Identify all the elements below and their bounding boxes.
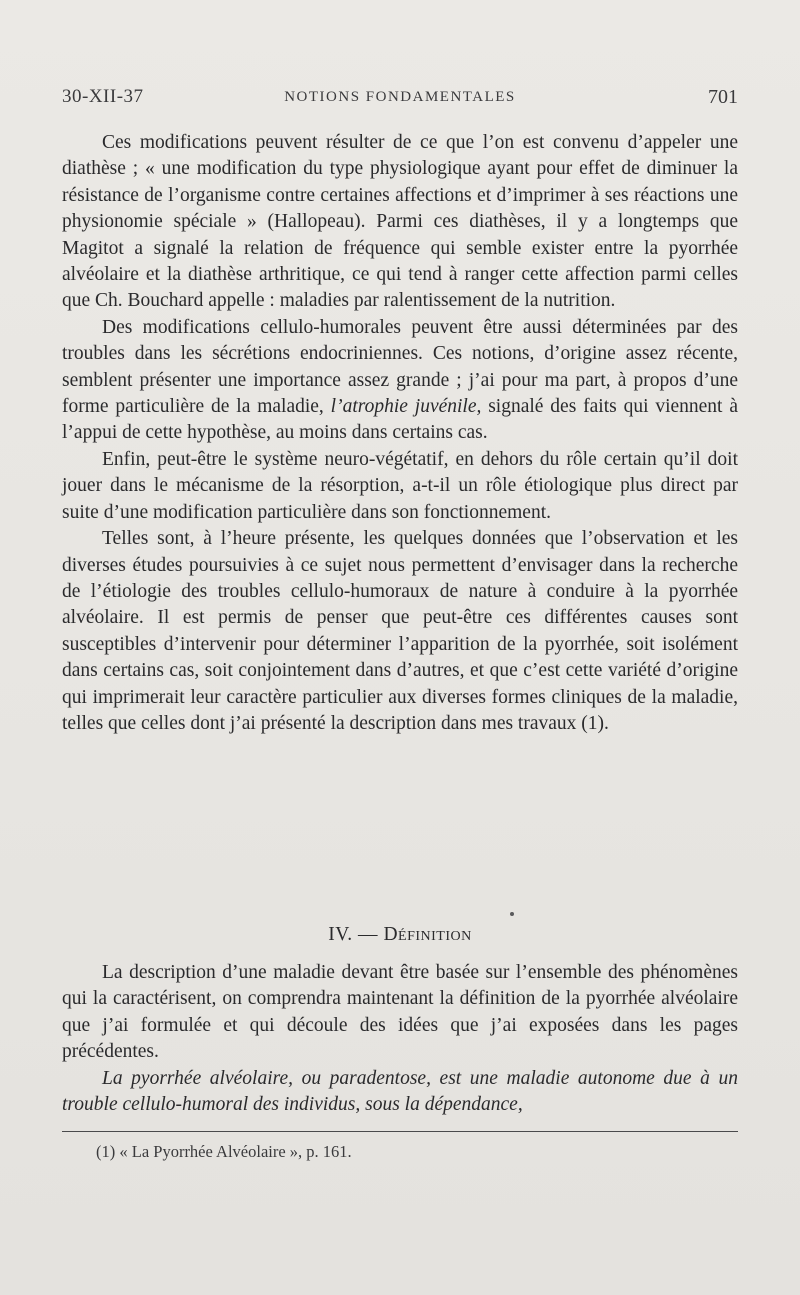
footnote-rule [62,1131,738,1132]
print-speck [510,912,514,916]
running-head [62,86,738,116]
paragraph-neuro-vegetatif: Enfin, peut-être le système neuro-végétatif, en dehors du rôle certain qu’il doit jouer dans le mécanisme de la résorption, a-t-il un rôle étiologique plus direct par suite d’une modification particulière dans son fonctionnement. [62,448,738,523]
paragraph-definition-intro: La description d’une maladie devant être basée sur l’ensemble des phénomènes qui la caractérisent, on comprendra maintenant la définition de la pyorrhée alvéolaire que j’ai formulée et qui découle des idées que j’ai exposées dans les pages précédentes. [62,962,738,1063]
header-title: NOTIONS FONDAMENTALES [284,89,516,105]
section-title: Définition [383,924,472,945]
paragraph-conclusion: Telles sont, à l’heure présente, les quelques données que l’observation et les diverses études poursuivies à ce sujet nous permettent d’envisager dans la recherche de l’étiologie des troubles cellulo-humoraux de nature à conduire à la pyorrhée alvéolaire. Il est permis de penser que peut-être ces différentes causes sont susceptibles d’intervenir pour déterminer l’apparition de la pyorrhée, soit isolément dans certains cas, soit conjointement dans d’autres, et que c’est cette variété d’origine qui imprimerait leur caractère particulier aux diverses formes cliniques de la maladie, telles que celles dont j’ai présenté la description dans mes travaux (1). [62,528,738,734]
paragraph-endocrine-end: signalé des faits qui viennent à l’appui de cette hypothèse, au moins dans certains cas. [62,396,738,444]
paragraph-endocrine-start: Des modifications cellulo-humorales peuvent être aussi déterminées par des troubles dans les sécrétions endocriniennes. Ces notions, d’origine assez récente, semblent présenter une importance assez grande ; j’ai pour ma part, à propos d’une forme particulière de la maladie, [62,316,738,418]
definition-text [62,960,738,1118]
body-text [62,130,738,737]
italic-term-atrophie: l’atrophie juvénile, [330,396,482,418]
page-number: 701 [708,86,738,108]
paragraph-endocrine [62,315,738,447]
footnote: (1) « La Pyorrhée Alvéolaire », p. 161. [96,1142,352,1161]
section-heading [62,924,738,946]
paragraph-diathese: Ces modifications peuvent résulter de ce que l’on est convenu d’appeler une diathèse ; « une modification du type physiologique ayant pour effet de diminuer la résistance de l’organisme contre certaines affections et d’imprimer à ses réactions une physionomie spéciale » (Hallopeau). Parmi ces diathèses, il y a longtemps que Magitot a signalé la relation de fréquence qui semble exister entre la pyorrhée alvéolaire et la diathèse arthritique, ce qui tend à ranger cette affection parmi celles que Ch. Bouchard appelle : maladies par ralentissement de la nutrition. [62,132,738,312]
section-numeral: IV. — [328,924,384,945]
paragraph-definition-italic: La pyorrhée alvéolaire, ou paradentose, est une maladie autonome due à un trouble cellulo-humoral des individus, sous la dépendance, [62,1067,738,1116]
header-date: 30-XII-37 [62,86,144,107]
